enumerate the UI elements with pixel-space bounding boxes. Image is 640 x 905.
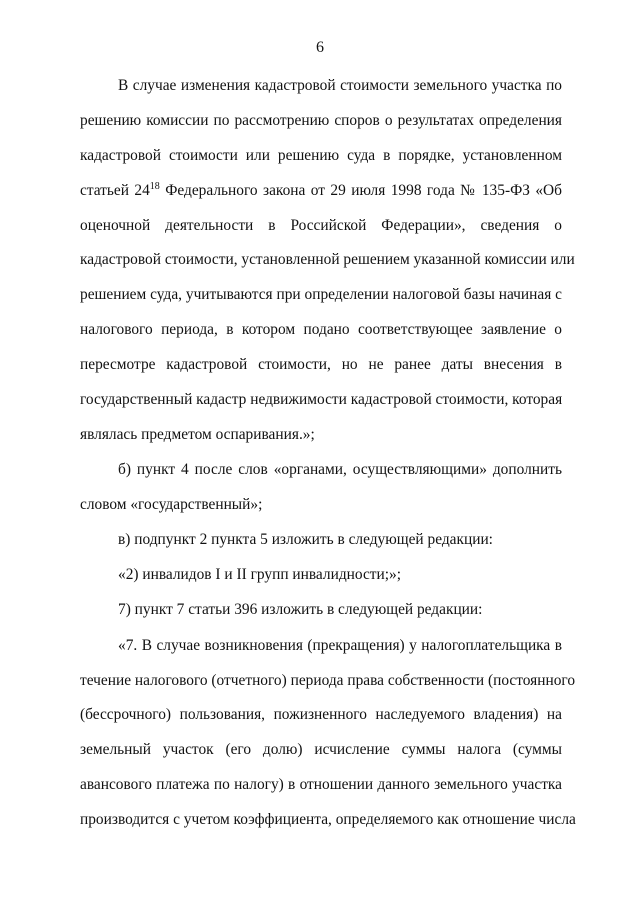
text-line: кадастровой стоимости или решению суда в порядке, установленном	[80, 147, 562, 164]
superscript: 18	[149, 181, 160, 192]
text-line: государственный кадастр недвижимости кадастровой стоимости, которая	[80, 391, 563, 408]
text-line: в) подпункт 2 пункта 5 изложить в следующей редакции:	[118, 531, 493, 548]
text-line: «2) инвалидов I и II групп инвалидности;»;	[118, 566, 402, 583]
text-fragment: статьей 24	[80, 182, 150, 199]
text-line: кадастровой стоимости, установленной решением указанной комиссии или	[80, 251, 575, 268]
text-line: являлась предметом оспаривания.»;	[80, 426, 315, 443]
text-line-with-superscript	[80, 180, 562, 202]
text-line: 7) пункт 7 статьи 396 изложить в следующей редакции:	[118, 601, 483, 618]
text-line: б) пункт 4 после слов «органами, осуществляющими» дополнить	[118, 461, 562, 478]
text-fragment: Федерального закона от 29 июля 1998 года № 135-ФЗ «Об	[159, 182, 562, 199]
text-line: производится с учетом коэффициента, определяемого как отношение числа	[80, 811, 576, 828]
text-line: авансового платежа по налогу) в отношении данного земельного участка	[80, 776, 562, 793]
text-line: решению комиссии по рассмотрению споров о результатах определения	[80, 112, 562, 129]
text-line: земельный участок (его долю) исчисление суммы налога (суммы	[80, 741, 562, 758]
text-line: течение налогового (отчетного) периода права собственности (постоянного	[80, 672, 576, 689]
text-line: В случае изменения кадастровой стоимости земельного участка по	[118, 77, 562, 94]
page-number: 6	[316, 39, 324, 56]
text-line: решением суда, учитываются при определении налоговой базы начиная с	[80, 286, 562, 303]
text-line: словом «государственный»;	[80, 496, 263, 513]
text-line: (бессрочного) пользования, пожизненного наследуемого владения) на	[80, 706, 562, 723]
text-line: оценочной деятельности в Российской Федерации», сведения о	[80, 217, 562, 234]
text-line: пересмотре кадастровой стоимости, но не ранее даты внесения в	[80, 356, 562, 373]
text-line: налогового периода, в котором подано соответствующее заявление о	[80, 321, 562, 338]
text-line: «7. В случае возникновения (прекращения) у налогоплательщика в	[118, 637, 562, 654]
